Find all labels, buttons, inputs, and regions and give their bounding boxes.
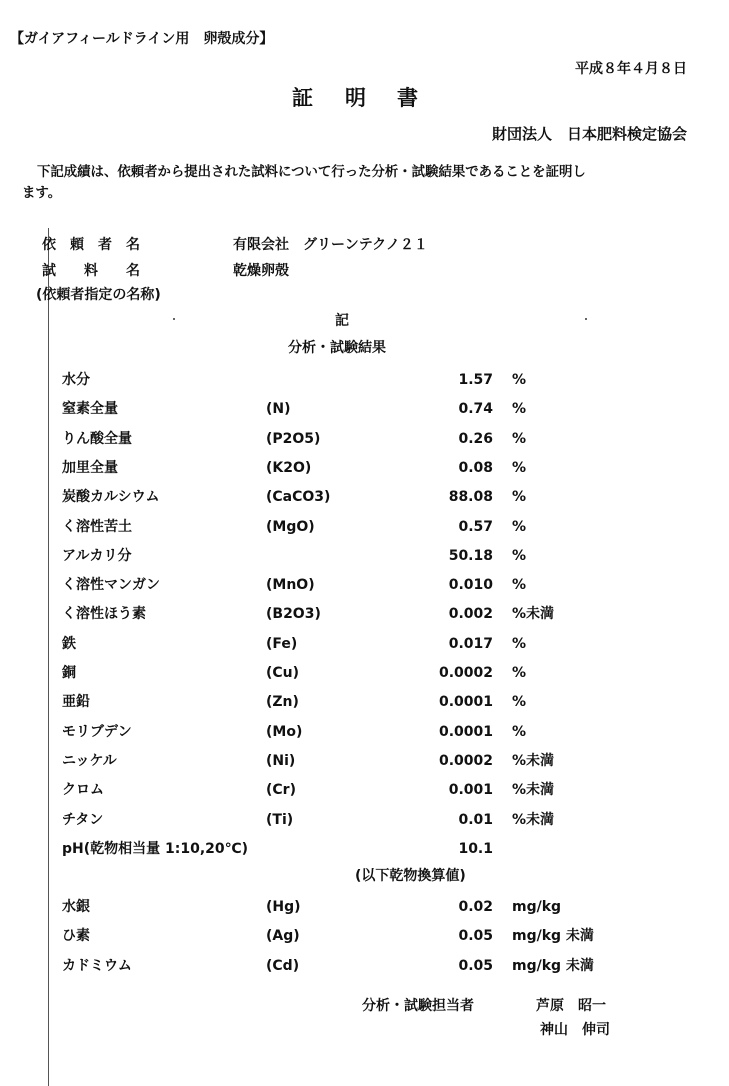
- result-formula: (Cd): [266, 957, 300, 974]
- result-unit: %: [512, 547, 527, 564]
- result-unit: %未満: [512, 782, 555, 799]
- result-row: [0, 549, 729, 569]
- result-unit: %: [512, 518, 527, 535]
- header-label: 【ガイアフィールドライン用 卵殻成分】: [10, 31, 274, 47]
- result-row: [0, 959, 729, 979]
- result-name: pH(乾物相当量 1:10,20℃): [62, 840, 248, 857]
- title-char: 書: [397, 86, 418, 110]
- result-name: く溶性苦土: [62, 518, 132, 535]
- result-formula: (CaCO3): [266, 489, 331, 506]
- result-row: [0, 402, 729, 422]
- result-formula: (MnO): [266, 577, 315, 594]
- result-row: [0, 725, 729, 745]
- result-value: 0.08: [458, 459, 493, 476]
- result-name: カドミウム: [62, 957, 132, 974]
- result-formula: (P2O5): [266, 430, 321, 447]
- result-name: 炭酸カルシウム: [62, 489, 160, 506]
- result-value: 0.017: [448, 635, 493, 652]
- result-row: [0, 490, 729, 510]
- result-name: クロム: [62, 782, 104, 799]
- result-name: 水分: [62, 372, 90, 388]
- result-value: 0.0002: [438, 752, 493, 769]
- result-unit: %: [512, 430, 527, 447]
- sample-label: 試 料 名: [42, 263, 140, 279]
- result-formula: (Cr): [266, 782, 296, 799]
- result-name: 窒素全量: [62, 401, 118, 418]
- result-formula: (N): [266, 401, 291, 418]
- result-name: 亜鉛: [62, 694, 90, 711]
- result-formula: (Fe): [266, 635, 298, 652]
- ki-heading: 記: [335, 313, 349, 329]
- result-unit: %未満: [512, 811, 555, 828]
- result-unit: %: [512, 372, 527, 388]
- result-name: ニッケル: [62, 752, 117, 769]
- result-value: 0.0001: [438, 694, 493, 711]
- result-unit: %未満: [512, 606, 555, 623]
- result-value: 0.57: [458, 518, 493, 535]
- result-formula: (B2O3): [266, 606, 321, 623]
- result-unit: mg/kg 未満: [512, 928, 594, 945]
- result-formula: (Mo): [266, 723, 303, 740]
- result-row: [0, 461, 729, 481]
- scan-speck: [585, 318, 587, 320]
- result-name: アルカリ分: [62, 547, 132, 564]
- result-unit: mg/kg 未満: [512, 957, 594, 974]
- result-unit: %: [512, 459, 527, 476]
- result-name: 銅: [62, 665, 76, 681]
- result-value: 10.1: [458, 840, 493, 857]
- result-name: ひ素: [62, 928, 90, 945]
- result-value: 0.010: [448, 577, 493, 594]
- result-value: 0.0002: [438, 665, 493, 681]
- result-unit: %未満: [512, 752, 555, 769]
- result-formula: (Zn): [266, 694, 299, 711]
- analyst-label: 分析・試験担当者: [362, 998, 474, 1014]
- result-name: 加里全量: [62, 459, 118, 476]
- result-formula: (K2O): [266, 459, 312, 476]
- result-value: 0.02: [458, 899, 493, 915]
- result-unit: %: [512, 665, 527, 681]
- result-unit: %: [512, 401, 527, 418]
- result-name: モリブデン: [62, 723, 132, 740]
- result-row: [0, 813, 729, 833]
- issuer-name: 財団法人 日本肥料検定協会: [491, 125, 687, 143]
- result-value: 0.74: [458, 401, 493, 418]
- result-name: 水銀: [62, 899, 90, 915]
- client-value: 有限会社 グリーンテクノ２１: [233, 237, 428, 253]
- result-row: [0, 929, 729, 949]
- result-value: 0.01: [458, 811, 493, 828]
- result-row: [0, 432, 729, 452]
- result-row: [0, 578, 729, 598]
- result-row: [0, 373, 729, 393]
- result-formula: (Ti): [266, 811, 294, 828]
- result-row: [0, 754, 729, 774]
- statement-line-1: 下記成績は、依頼者から提出された試料について行った分析・試験結果であることを証明し: [37, 165, 586, 180]
- result-formula: (Cu): [266, 665, 300, 681]
- result-name: チタン: [62, 811, 104, 828]
- result-value: 0.0001: [438, 723, 493, 740]
- result-value: 88.08: [448, 489, 493, 506]
- result-unit: %: [512, 694, 527, 711]
- result-row: [0, 637, 729, 657]
- result-row: [0, 607, 729, 627]
- result-value: 0.001: [448, 782, 493, 799]
- result-name: 鉄: [62, 635, 76, 652]
- analyst-name-1: 芦原 昭一: [536, 998, 606, 1014]
- result-value: 1.57: [458, 372, 493, 388]
- result-unit: mg/kg: [512, 899, 562, 915]
- result-formula: (Ni): [266, 752, 296, 769]
- title-char: 明: [345, 86, 366, 110]
- result-formula: (Ag): [266, 928, 300, 945]
- title-char: 証: [292, 86, 313, 110]
- results-heading: 分析・試験結果: [288, 340, 386, 356]
- scan-speck: [173, 318, 175, 320]
- result-row: [0, 666, 729, 686]
- result-row: [0, 842, 729, 862]
- result-value: 0.05: [458, 928, 493, 945]
- document-date: 平成８年４月８日: [575, 61, 687, 77]
- client-label: 依 頼 者 名: [42, 237, 140, 253]
- result-row: [0, 695, 729, 715]
- result-value: 50.18: [448, 547, 493, 564]
- result-unit: %: [512, 635, 527, 652]
- result-row: [0, 520, 729, 540]
- statement-line-2: ます。: [22, 186, 62, 201]
- result-row: [0, 900, 729, 920]
- sample-note: (依頼者指定の名称): [36, 287, 161, 303]
- sample-value: 乾燥卵殻: [233, 263, 289, 279]
- result-name: く溶性マンガン: [62, 577, 160, 594]
- result-value: 0.05: [458, 957, 493, 974]
- result-row: [0, 783, 729, 803]
- result-name: く溶性ほう素: [62, 606, 146, 623]
- result-value: 0.002: [448, 606, 493, 623]
- result-unit: %: [512, 489, 527, 506]
- result-value: 0.26: [458, 430, 493, 447]
- result-formula: (Hg): [266, 899, 301, 915]
- result-formula: (MgO): [266, 518, 315, 535]
- result-name: りん酸全量: [62, 430, 132, 447]
- result-unit: %: [512, 723, 527, 740]
- dry-basis-heading: (以下乾物換算値): [355, 868, 466, 884]
- left-margin-rule: [48, 228, 49, 1086]
- result-unit: %: [512, 577, 527, 594]
- analyst-name-2: 神山 伸司: [540, 1022, 610, 1038]
